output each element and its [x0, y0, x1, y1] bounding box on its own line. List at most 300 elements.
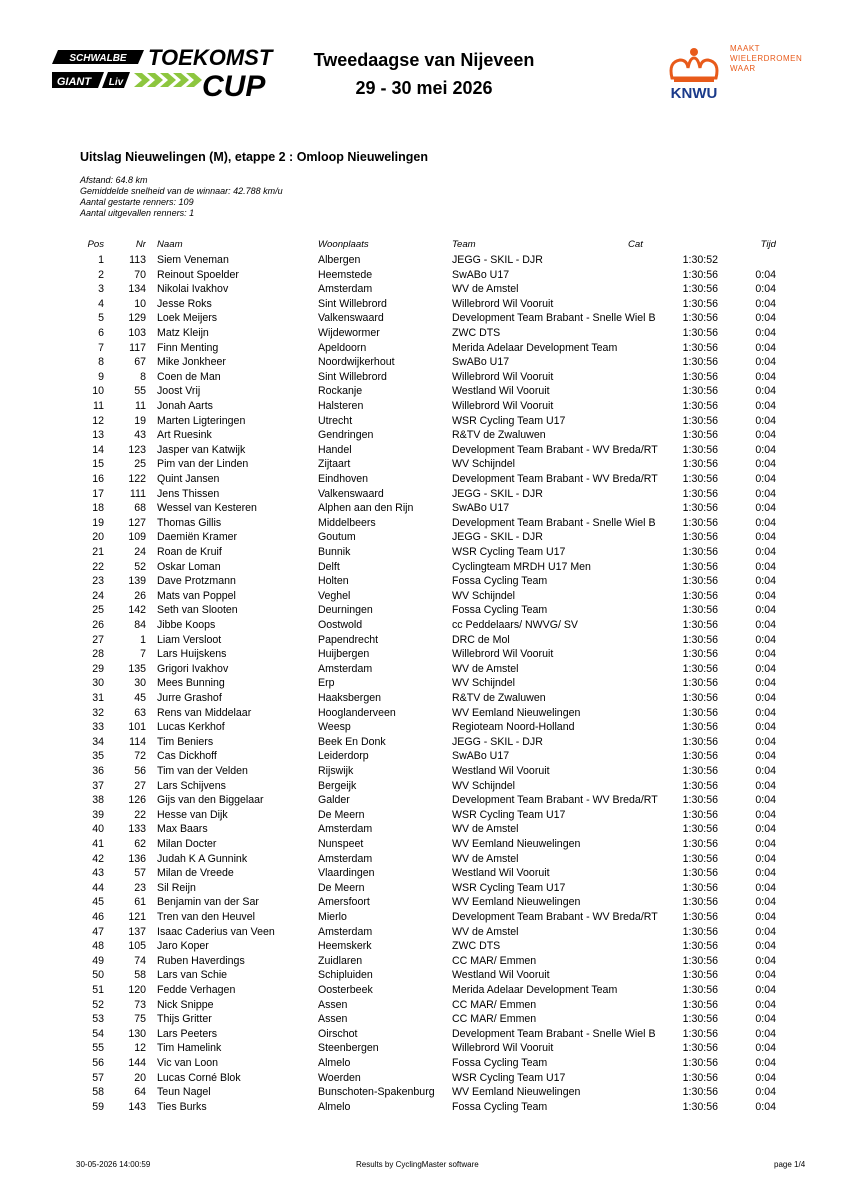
row-team: JEGG - SKIL - DJR [452, 531, 543, 544]
row-naam: Nikolai Ivakhov [157, 283, 229, 296]
row-time: 1:30:56 [682, 312, 718, 325]
row-time: 1:30:56 [682, 721, 718, 734]
row-nr: 56 [134, 765, 146, 777]
row-woonplaats: Amsterdam [318, 823, 373, 836]
row-nr: 45 [134, 692, 146, 704]
row-naam: Jesse Roks [157, 297, 212, 310]
row-time: 1:30:56 [682, 925, 718, 938]
row-nr: 52 [134, 560, 146, 573]
row-woonplaats: Sint Willebrord [318, 370, 387, 383]
row-gap: 0:04 [755, 794, 776, 807]
row-time: 1:30:56 [682, 1071, 718, 1084]
row-team: Development Team Brabant - WV Breda/RT [452, 794, 658, 807]
row-woonplaats: Schipluiden [318, 969, 373, 982]
row-time: 1:30:56 [682, 458, 718, 471]
knwu-logo [660, 44, 810, 104]
row-nr: 103 [128, 327, 146, 339]
row-pos: 54 [92, 1027, 104, 1040]
row-gap: 0:04 [755, 458, 776, 471]
row-naam: Hesse van Dijk [157, 808, 228, 821]
row-nr: 68 [134, 502, 146, 515]
row-gap: 0:04 [755, 998, 776, 1011]
row-nr: 10 [134, 297, 146, 310]
table-row [0, 457, 848, 472]
row-naam: Mees Bunning [157, 677, 225, 690]
row-team: SwABo U17 [452, 502, 510, 515]
table-row [0, 808, 848, 823]
row-team: WV Eemland Nieuwelingen [452, 706, 581, 719]
row-gap: 0:04 [755, 268, 776, 281]
row-woonplaats: Oirschot [318, 1027, 358, 1040]
row-woonplaats: Utrecht [318, 414, 353, 427]
row-woonplaats: Weesp [318, 721, 351, 734]
row-gap: 0:04 [755, 546, 776, 558]
row-gap: 0:04 [755, 283, 776, 296]
row-pos: 17 [92, 487, 104, 500]
table-row [0, 822, 848, 837]
row-gap: 0:04 [755, 429, 776, 442]
row-time: 1:30:52 [682, 254, 718, 266]
row-woonplaats: Assen [318, 1013, 348, 1026]
row-pos: 34 [92, 735, 104, 748]
row-team: cc Peddelaars/ NWVG/ SV [452, 619, 578, 631]
row-gap: 0:04 [755, 940, 776, 953]
row-woonplaats: Valkenswaard [318, 312, 384, 325]
row-time: 1:30:56 [682, 356, 718, 369]
row-pos: 9 [98, 370, 104, 383]
row-team: Development Team Brabant - WV Breda/RT [452, 443, 658, 456]
row-woonplaats: Heemskerk [318, 940, 372, 953]
row-gap: 0:04 [755, 1086, 776, 1099]
row-gap: 0:04 [755, 721, 776, 734]
row-woonplaats: Mierlo [318, 911, 347, 923]
row-woonplaats: Almelo [318, 1100, 351, 1113]
row-naam: Thijs Gritter [157, 1013, 212, 1026]
row-woonplaats: Hooglanderveen [318, 706, 396, 719]
row-nr: 25 [134, 458, 146, 471]
row-naam: Joost Vrij [157, 385, 201, 398]
row-naam: Gijs van den Biggelaar [157, 794, 264, 807]
row-naam: Jasper van Katwijk [157, 443, 246, 456]
row-gap: 0:04 [755, 531, 776, 544]
row-gap: 0:04 [755, 327, 776, 339]
row-pos: 26 [92, 619, 104, 631]
row-pos: 12 [92, 414, 104, 427]
row-woonplaats: Wijdewormer [318, 327, 380, 339]
row-team: WSR Cycling Team U17 [452, 546, 566, 558]
row-woonplaats: De Meern [318, 808, 365, 821]
row-team: SwABo U17 [452, 750, 510, 763]
row-nr: 133 [128, 823, 146, 836]
row-nr: 120 [128, 984, 146, 996]
row-gap: 0:04 [755, 473, 776, 485]
row-woonplaats: Oosterbeek [318, 984, 373, 996]
row-team: WSR Cycling Team U17 [452, 414, 566, 427]
row-time: 1:30:56 [682, 531, 718, 544]
row-naam: Lars Peeters [157, 1027, 218, 1040]
row-pos: 50 [92, 969, 104, 982]
row-nr: 57 [134, 867, 146, 880]
row-team: WV Schijndel [452, 677, 515, 690]
meta-started: Aantal gestarte renners: 109 [80, 197, 194, 207]
row-naam: Art Ruesink [157, 429, 212, 442]
liv-wordmark: Liv [108, 77, 124, 88]
row-woonplaats: Galder [318, 794, 350, 807]
row-pos: 24 [92, 589, 104, 602]
row-naam: Liam Versloot [157, 633, 222, 646]
table-row [0, 253, 848, 268]
table-row [0, 589, 848, 604]
row-gap: 0:04 [755, 414, 776, 427]
table-row [0, 968, 848, 983]
row-gap: 0:04 [755, 356, 776, 369]
table-row [0, 487, 848, 502]
row-nr: 122 [128, 473, 146, 485]
row-pos: 4 [98, 297, 104, 310]
row-pos: 13 [92, 429, 104, 442]
table-row [0, 268, 848, 283]
row-woonplaats: Halsteren [318, 400, 364, 412]
row-woonplaats: Middelbeers [318, 516, 376, 529]
row-time: 1:30:56 [682, 881, 718, 894]
row-woonplaats: Handel [318, 443, 352, 456]
table-row [0, 676, 848, 691]
row-pos: 20 [92, 531, 104, 544]
table-row [0, 866, 848, 881]
row-gap: 0:04 [755, 838, 776, 850]
row-time: 1:30:56 [682, 473, 718, 485]
row-time: 1:30:56 [682, 633, 718, 646]
row-pos: 41 [92, 838, 104, 850]
row-pos: 7 [98, 341, 104, 354]
row-nr: 130 [128, 1027, 146, 1040]
row-team: Merida Adelaar Development Team [452, 341, 618, 354]
table-row [0, 530, 848, 545]
row-time: 1:30:56 [682, 750, 718, 763]
row-team: CC MAR/ Emmen [452, 954, 537, 967]
row-team: SwABo U17 [452, 356, 510, 369]
row-time: 1:30:56 [682, 619, 718, 631]
row-gap: 0:04 [755, 779, 776, 792]
col-tijd: Tijd [760, 239, 776, 250]
row-pos: 23 [92, 575, 104, 588]
row-team: Development Team Brabant - WV Breda/RT [452, 473, 658, 485]
table-row [0, 1041, 848, 1056]
row-gap: 0:04 [755, 633, 776, 646]
row-naam: Ties Burks [157, 1100, 207, 1113]
row-time: 1:30:56 [682, 546, 718, 558]
row-pos: 14 [92, 443, 104, 456]
row-pos: 35 [92, 750, 104, 763]
row-team: WV Schijndel [452, 589, 515, 602]
row-naam: Max Baars [157, 823, 208, 836]
row-woonplaats: Delft [318, 560, 340, 573]
row-nr: 135 [128, 662, 146, 675]
row-team: Development Team Brabant - Snelle Wiel B [452, 516, 656, 529]
row-naam: Mats van Poppel [157, 589, 236, 602]
row-woonplaats: Albergen [318, 254, 361, 266]
row-pos: 58 [92, 1086, 104, 1099]
row-pos: 2 [98, 268, 104, 281]
row-naam: Roan de Kruif [157, 546, 222, 558]
event-date: 29 - 30 mei 2026 [355, 78, 493, 98]
row-time: 1:30:56 [682, 1100, 718, 1113]
table-row [0, 633, 848, 648]
row-gap: 0:04 [755, 911, 776, 923]
race-meta [80, 175, 283, 219]
table-row [0, 954, 848, 969]
row-team: Westland Wil Vooruit [452, 765, 550, 777]
row-nr: 84 [134, 619, 146, 631]
row-time: 1:30:56 [682, 1042, 718, 1055]
row-gap: 0:04 [755, 808, 776, 821]
row-pos: 44 [92, 881, 104, 894]
row-pos: 55 [92, 1042, 104, 1055]
row-team: Fossa Cycling Team [452, 1100, 548, 1113]
row-nr: 55 [134, 385, 146, 398]
row-pos: 22 [92, 560, 104, 573]
row-team: WV de Amstel [452, 852, 519, 865]
table-row [0, 414, 848, 429]
row-pos: 36 [92, 765, 104, 777]
table-row [0, 1085, 848, 1100]
row-woonplaats: Woerden [318, 1071, 361, 1084]
table-row [0, 501, 848, 516]
table-row [0, 428, 848, 443]
row-time: 1:30:56 [682, 911, 718, 923]
row-woonplaats: Papendrecht [318, 633, 379, 646]
row-naam: Coen de Man [157, 370, 221, 383]
row-pos: 16 [92, 473, 104, 485]
row-woonplaats: Assen [318, 998, 348, 1011]
row-team: Fossa Cycling Team [452, 575, 548, 588]
row-nr: 137 [128, 925, 146, 938]
row-pos: 3 [98, 283, 104, 296]
row-team: ZWC DTS [452, 327, 501, 339]
col-woonplaats: Woonplaats [318, 239, 369, 250]
row-pos: 25 [92, 604, 104, 617]
event-title: Tweedaagse van Nijeveen [313, 50, 535, 70]
row-woonplaats: Holten [318, 575, 349, 588]
row-naam: Jibbe Koops [157, 619, 216, 631]
row-nr: 109 [128, 531, 146, 544]
row-gap: 0:04 [755, 370, 776, 383]
row-naam: Judah K A Gunnink [157, 852, 248, 865]
row-woonplaats: Alphen aan den Rijn [318, 502, 414, 515]
row-naam: Matz Kleijn [157, 327, 209, 339]
footer-timestamp: 30-05-2026 14:00:59 [76, 1160, 151, 1169]
row-gap: 0:04 [755, 1027, 776, 1040]
row-woonplaats: Nunspeet [318, 838, 364, 850]
row-pos: 29 [92, 662, 104, 675]
row-naam: Benjamin van der Sar [157, 896, 259, 909]
row-time: 1:30:56 [682, 414, 718, 427]
row-woonplaats: Eindhoven [318, 473, 369, 485]
table-row [0, 516, 848, 531]
row-naam: Oskar Loman [157, 560, 221, 573]
row-time: 1:30:56 [682, 429, 718, 442]
row-naam: Grigori Ivakhov [157, 662, 229, 675]
row-time: 1:30:56 [682, 1086, 718, 1099]
row-naam: Cas Dickhoff [157, 750, 217, 763]
row-team: WSR Cycling Team U17 [452, 1071, 566, 1084]
row-pos: 45 [92, 896, 104, 909]
table-row [0, 1071, 848, 1086]
row-naam: Rens van Middelaar [157, 706, 252, 719]
row-pos: 31 [92, 692, 104, 704]
row-time: 1:30:56 [682, 692, 718, 704]
row-gap: 0:04 [755, 662, 776, 675]
table-row [0, 1100, 848, 1115]
row-time: 1:30:56 [682, 1057, 718, 1069]
row-team: WV de Amstel [452, 823, 519, 836]
table-row [0, 311, 848, 326]
row-woonplaats: Bergeijk [318, 779, 357, 792]
row-naam: Lars van Schie [157, 969, 228, 982]
row-gap: 0:04 [755, 867, 776, 880]
row-nr: 30 [134, 677, 146, 690]
row-gap: 0:04 [755, 560, 776, 573]
row-naam: Thomas Gillis [157, 516, 222, 529]
footer-software: Results by CyclingMaster software [356, 1160, 479, 1169]
table-row [0, 764, 848, 779]
col-naam: Naam [157, 239, 183, 250]
row-pos: 57 [92, 1071, 104, 1084]
table-row [0, 297, 848, 312]
row-pos: 37 [92, 779, 104, 792]
knwu-wordmark: KNWU [670, 85, 718, 102]
row-gap: 0:04 [755, 1042, 776, 1055]
row-gap: 0:04 [755, 400, 776, 412]
row-time: 1:30:56 [682, 779, 718, 792]
row-time: 1:30:56 [682, 765, 718, 777]
row-pos: 59 [92, 1100, 104, 1113]
row-naam: Milan Docter [157, 838, 217, 850]
table-row [0, 341, 848, 356]
row-team: Merida Adelaar Development Team [452, 984, 618, 996]
row-pos: 47 [92, 925, 104, 938]
row-naam: Jaro Koper [157, 940, 209, 953]
row-team: Westland Wil Vooruit [452, 969, 550, 982]
table-row [0, 545, 848, 560]
row-naam: Finn Menting [157, 341, 219, 354]
row-nr: 143 [128, 1100, 146, 1113]
row-naam: Milan de Vreede [157, 867, 234, 880]
crown-icon [671, 48, 717, 82]
row-woonplaats: Sint Willebrord [318, 297, 387, 310]
table-row [0, 925, 848, 940]
row-nr: 121 [128, 911, 146, 923]
row-pos: 51 [92, 984, 104, 996]
row-woonplaats: Zijtaart [318, 458, 351, 471]
row-gap: 0:04 [755, 297, 776, 310]
row-gap: 0:04 [755, 823, 776, 836]
table-row [0, 983, 848, 998]
row-nr: 7 [140, 648, 146, 661]
row-pos: 10 [92, 385, 104, 398]
row-nr: 63 [134, 706, 146, 719]
row-woonplaats: Amsterdam [318, 662, 373, 675]
row-gap: 0:04 [755, 1057, 776, 1069]
row-time: 1:30:56 [682, 969, 718, 982]
row-team: SwABo U17 [452, 268, 510, 281]
row-gap: 0:04 [755, 443, 776, 456]
table-row [0, 706, 848, 721]
row-nr: 114 [129, 735, 146, 748]
row-gap: 0:04 [755, 648, 776, 661]
row-team: WV de Amstel [452, 662, 519, 675]
row-pos: 8 [98, 356, 104, 369]
row-nr: 113 [129, 254, 146, 266]
row-team: WV Eemland Nieuwelingen [452, 1086, 581, 1099]
row-naam: Daemiën Kramer [157, 531, 238, 544]
row-naam: Tren van den Heuvel [157, 911, 255, 923]
row-nr: 62 [134, 838, 146, 850]
row-pos: 49 [92, 954, 104, 967]
row-gap: 0:04 [755, 969, 776, 982]
row-naam: Reinout Spoelder [157, 268, 239, 281]
row-team: WV de Amstel [452, 925, 519, 938]
row-pos: 33 [92, 721, 104, 734]
row-pos: 42 [92, 852, 104, 865]
row-team: CC MAR/ Emmen [452, 998, 537, 1011]
row-nr: 117 [129, 341, 146, 354]
row-naam: Tim Hamelink [157, 1042, 222, 1055]
row-pos: 56 [92, 1057, 104, 1069]
row-woonplaats: Veghel [318, 589, 351, 602]
row-nr: 19 [134, 414, 146, 427]
row-woonplaats: De Meern [318, 881, 365, 894]
row-time: 1:30:56 [682, 940, 718, 953]
row-gap: 0:04 [755, 1013, 776, 1026]
chevrons-icon [134, 73, 202, 87]
row-woonplaats: Leiderdorp [318, 750, 369, 763]
row-woonplaats: Steenbergen [318, 1042, 379, 1055]
row-nr: 27 [134, 779, 146, 792]
row-time: 1:30:56 [682, 735, 718, 748]
row-pos: 46 [92, 911, 104, 923]
row-nr: 61 [134, 896, 146, 909]
table-row [0, 282, 848, 297]
row-woonplaats: Vlaardingen [318, 867, 375, 880]
row-nr: 139 [128, 575, 146, 588]
row-nr: 11 [135, 400, 146, 412]
row-gap: 0:04 [755, 852, 776, 865]
row-pos: 43 [92, 867, 104, 880]
row-time: 1:30:56 [682, 867, 718, 880]
row-team: CC MAR/ Emmen [452, 1013, 537, 1026]
row-pos: 27 [92, 633, 104, 646]
row-nr: 111 [129, 487, 146, 500]
row-naam: Quint Jansen [157, 473, 220, 485]
row-time: 1:30:56 [682, 984, 718, 996]
table-row [0, 384, 848, 399]
row-naam: Lars Huijskens [157, 648, 227, 661]
row-team: R&TV de Zwaluwen [452, 692, 546, 704]
row-time: 1:30:56 [682, 838, 718, 850]
row-nr: 134 [128, 283, 146, 296]
row-time: 1:30:56 [682, 502, 718, 515]
row-time: 1:30:56 [682, 1027, 718, 1040]
row-nr: 58 [134, 969, 146, 982]
row-woonplaats: Oostwold [318, 619, 363, 631]
row-woonplaats: Valkenswaard [318, 487, 384, 500]
giant-wordmark: GIANT [56, 76, 92, 88]
table-row [0, 472, 848, 487]
row-nr: 1 [140, 633, 146, 646]
row-time: 1:30:56 [682, 385, 718, 398]
row-time: 1:30:56 [682, 370, 718, 383]
